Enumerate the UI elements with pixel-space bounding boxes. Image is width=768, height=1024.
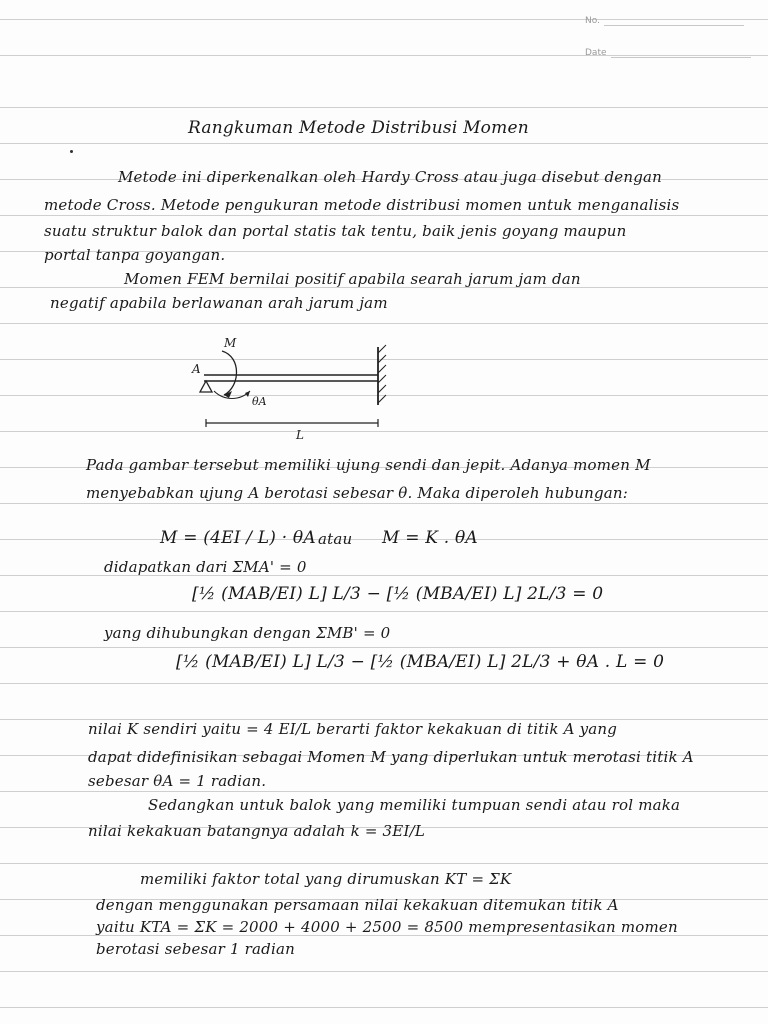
p6-line-2: dengan menggunakan persamaan nilai kekakuan ditemukan titik A <box>96 896 619 914</box>
p1-line-1: Metode ini diperkenalkan oleh Hardy Cross atau juga disebut dengan <box>118 168 663 186</box>
p4-line-1: nilai K sendiri yaitu = 4 EI/L berarti faktor kekakuan di titik A yang <box>88 720 618 738</box>
number-rule <box>604 25 744 26</box>
p3-line-1: Pada gambar tersebut memiliki ujung sendi dan jepit. Adanya momen M <box>86 456 651 474</box>
p6-line-3: yaitu KTA = ΣK = 2000 + 4000 + 2500 = 8500 mempresentasikan momen <box>96 918 678 936</box>
combined-with: yang dihubungkan dengan ΣMB' = 0 <box>104 624 391 642</box>
date-rule <box>611 57 751 58</box>
wall-hatching <box>378 345 386 403</box>
p4-line-3: sebesar θA = 1 radian. <box>88 772 267 790</box>
date-field <box>585 48 751 58</box>
formula-3: [½ (MAB/EI) L] L/3 − [½ (MBA/EI) L] 2L/3 + θA . L = 0 <box>176 652 665 672</box>
formula-1-or: atau <box>318 530 353 548</box>
p6-line-4: berotasi sebesar 1 radian <box>96 940 295 958</box>
p2-line-2: negatif apabila berlawanan arah jarum jam <box>50 294 388 312</box>
number-label: No. <box>585 16 600 26</box>
p4-line-2: dapat didefinisikan sebagai Momen M yang diperlukan untuk merotasi titik A <box>88 748 694 766</box>
p5-line-2: nilai kekakuan batangnya adalah k = 3EI/L <box>88 822 425 840</box>
moment-arrow <box>222 351 237 395</box>
p1-line-4: portal tanpa goyangan. <box>44 246 226 264</box>
label-L: L <box>296 428 304 442</box>
derived-from: didapatkan dari ΣMA' = 0 <box>104 558 307 576</box>
label-M: M <box>224 336 237 350</box>
p5-line-1: Sedangkan untuk balok yang memiliki tumpuan sendi atau rol maka <box>148 796 681 814</box>
p3-line-2: menyebabkan ujung A berotasi sebesar θ. Maka diperoleh hubungan: <box>86 484 629 502</box>
number-field <box>585 16 744 26</box>
label-theta: θA <box>252 395 267 408</box>
date-label: Date <box>585 48 607 58</box>
p2-line-1: Momen FEM bernilai positif apabila searah jarum jam dan <box>124 270 581 288</box>
formula-1-right: M = K . θA <box>382 528 478 548</box>
formula-2: [½ (MAB/EI) L] L/3 − [½ (MBA/EI) L] 2L/3 = 0 <box>192 584 604 604</box>
formula-1-left: M = (4EI / L) · θA <box>160 528 316 548</box>
page-title: Rangkuman Metode Distribusi Momen <box>188 118 529 138</box>
p1-line-3: suatu struktur balok dan portal statis tak tentu, baik jenis goyang maupun <box>44 222 627 240</box>
pin-support <box>200 381 212 392</box>
p6-line-1: memiliki faktor total yang dirumuskan KT = ΣK <box>140 870 512 888</box>
rotation-arc <box>214 391 250 399</box>
label-A: A <box>192 362 201 376</box>
ink-dot <box>70 150 73 153</box>
beam-diagram <box>190 335 400 445</box>
rotation-arrowhead <box>245 391 250 397</box>
p1-line-2: metode Cross. Metode pengukuran metode distribusi momen untuk menganalisis <box>44 196 680 214</box>
